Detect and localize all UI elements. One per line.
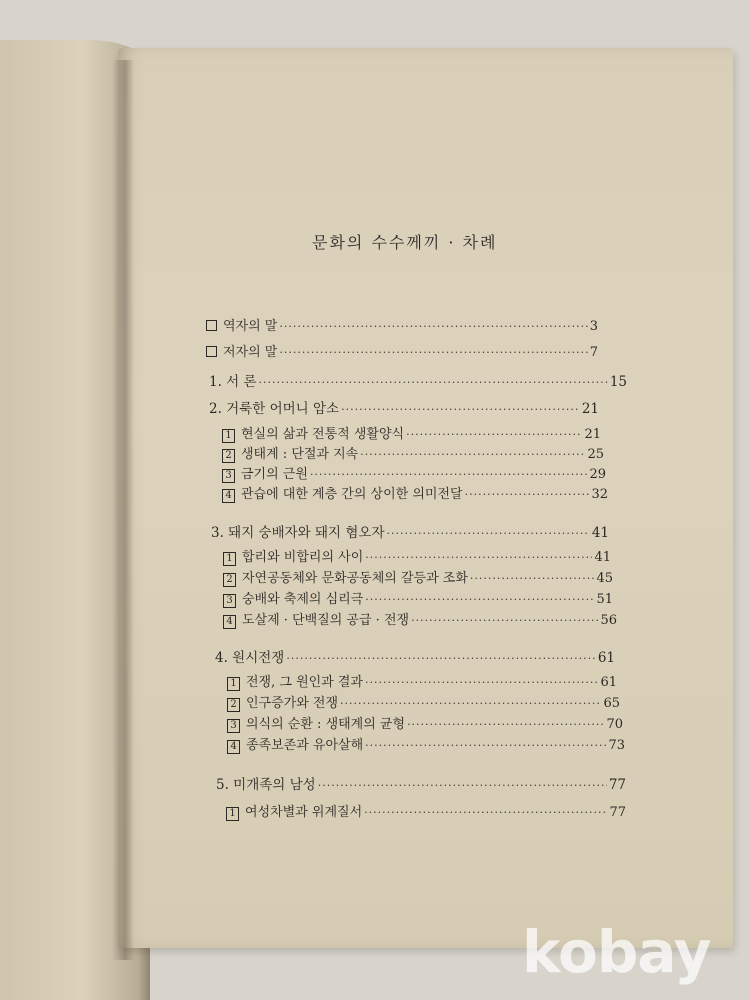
section-number-box: 4 xyxy=(223,615,236,629)
toc-front-item xyxy=(206,315,598,333)
toc-section-label: 관습에 대한 계층 간의 상이한 의미전달 xyxy=(241,487,463,502)
toc-page-number: 32 xyxy=(591,487,608,502)
section-number-box: 2 xyxy=(223,573,236,587)
toc-page-number: 51 xyxy=(596,592,613,607)
leader-dots xyxy=(365,739,606,752)
toc-page-number: 41 xyxy=(594,550,611,565)
toc-page-number: 77 xyxy=(608,777,626,793)
toc-section-label: 자연공동체와 문화공동체의 갈등과 조화 xyxy=(242,571,468,586)
toc-section-label: 생태계 : 단절과 지속 xyxy=(241,447,359,462)
leader-dots xyxy=(259,376,608,389)
section-number-box: 3 xyxy=(227,719,240,733)
leader-dots xyxy=(470,572,595,585)
toc-section xyxy=(227,692,620,710)
toc-page-number: 15 xyxy=(609,374,627,390)
toc-section xyxy=(227,734,625,752)
section-number-box: 4 xyxy=(227,740,240,754)
leader-dots xyxy=(340,697,601,710)
toc-page-number: 56 xyxy=(600,613,617,628)
toc-page-number: 21 xyxy=(584,427,601,442)
leader-dots xyxy=(365,551,592,564)
toc-page-number: 77 xyxy=(609,805,626,820)
toc-section xyxy=(222,483,608,501)
leader-dots xyxy=(465,488,590,501)
leader-dots xyxy=(310,468,588,481)
leader-dots xyxy=(365,593,594,606)
toc-section xyxy=(227,671,617,689)
toc-section-label: 의식의 순환 : 생태계의 균형 xyxy=(246,717,406,732)
toc-chapter xyxy=(216,773,626,791)
toc-section-label: 합리와 비합리의 사이 xyxy=(242,550,364,565)
section-number-box: 2 xyxy=(227,698,240,712)
toc-chapter xyxy=(209,397,599,415)
leader-dots xyxy=(279,320,587,333)
toc-page-number: 61 xyxy=(597,650,615,666)
toc-chapter xyxy=(215,646,615,664)
toc-page-number: 61 xyxy=(600,675,617,690)
leader-dots xyxy=(411,614,598,627)
toc-front-label: 역자의 말 xyxy=(223,319,278,334)
leader-dots xyxy=(286,652,595,665)
toc-section xyxy=(222,463,606,481)
toc-section-label: 종족보존과 유아살해 xyxy=(246,738,364,753)
leader-dots xyxy=(360,448,585,461)
toc-section xyxy=(223,588,613,606)
toc-page-number: 73 xyxy=(608,738,625,753)
page-title: 문화의 수수께끼 · 차례 xyxy=(312,233,498,252)
toc-page-number: 65 xyxy=(603,696,620,711)
toc-page-number: 70 xyxy=(606,717,623,732)
toc-chapter-label: 1. 서 론 xyxy=(209,374,257,390)
toc-section xyxy=(223,546,611,564)
toc-chapter-label: 3. 돼지 숭배자와 돼지 혐오자 xyxy=(211,525,385,541)
toc-chapter-label: 4. 원시전쟁 xyxy=(215,650,285,666)
section-number-box: 1 xyxy=(227,677,240,691)
leader-dots xyxy=(318,779,607,792)
section-number-box: 1 xyxy=(223,552,236,566)
toc-chapter xyxy=(209,370,627,388)
section-number-box: 2 xyxy=(222,449,235,463)
toc-page-number: 25 xyxy=(587,447,604,462)
square-icon xyxy=(206,320,217,331)
toc-section xyxy=(222,423,601,441)
toc-section-label: 여성차별과 위계질서 xyxy=(245,805,363,820)
section-number-box: 1 xyxy=(226,807,239,821)
leader-dots xyxy=(341,403,580,416)
leader-dots xyxy=(406,428,582,441)
toc-page-number: 21 xyxy=(581,401,599,417)
toc-chapter xyxy=(211,521,609,539)
toc-front-label: 저자의 말 xyxy=(223,345,278,360)
section-number-box: 1 xyxy=(222,429,235,443)
kobay-watermark: kobay xyxy=(522,918,711,986)
toc-section xyxy=(222,443,604,461)
section-number-box: 3 xyxy=(223,594,236,608)
toc-section xyxy=(227,713,623,731)
toc-section xyxy=(223,609,617,627)
leader-dots xyxy=(365,676,598,689)
toc-section-label: 현실의 삶과 전통적 생활양식 xyxy=(241,427,405,442)
toc-page-number: 29 xyxy=(589,467,606,482)
leader-dots xyxy=(387,527,590,540)
toc-section xyxy=(226,801,626,819)
toc-section-label: 전쟁, 그 원인과 결과 xyxy=(246,675,363,690)
toc-section-label: 인구증가와 전쟁 xyxy=(246,696,339,711)
toc-page-number: 7 xyxy=(589,345,598,360)
toc-section-label: 숭배와 축제의 심리극 xyxy=(242,592,364,607)
toc-chapter-label: 5. 미개족의 남성 xyxy=(216,777,316,793)
section-number-box: 4 xyxy=(222,489,235,503)
toc-section-label: 도살제 · 단백질의 공급 · 전쟁 xyxy=(242,613,410,628)
square-icon xyxy=(206,346,217,357)
leader-dots xyxy=(364,806,607,819)
toc-page-number: 41 xyxy=(591,525,609,541)
leader-dots xyxy=(279,346,587,359)
toc-front-item xyxy=(206,341,598,359)
leader-dots xyxy=(407,718,604,731)
toc-page-number: 3 xyxy=(589,319,598,334)
toc-page-number: 45 xyxy=(596,571,613,586)
toc-section-label: 금기의 근원 xyxy=(241,467,308,482)
toc-chapter-label: 2. 거룩한 어머니 암소 xyxy=(209,401,340,417)
section-number-box: 3 xyxy=(222,469,235,483)
toc-section xyxy=(223,567,613,585)
